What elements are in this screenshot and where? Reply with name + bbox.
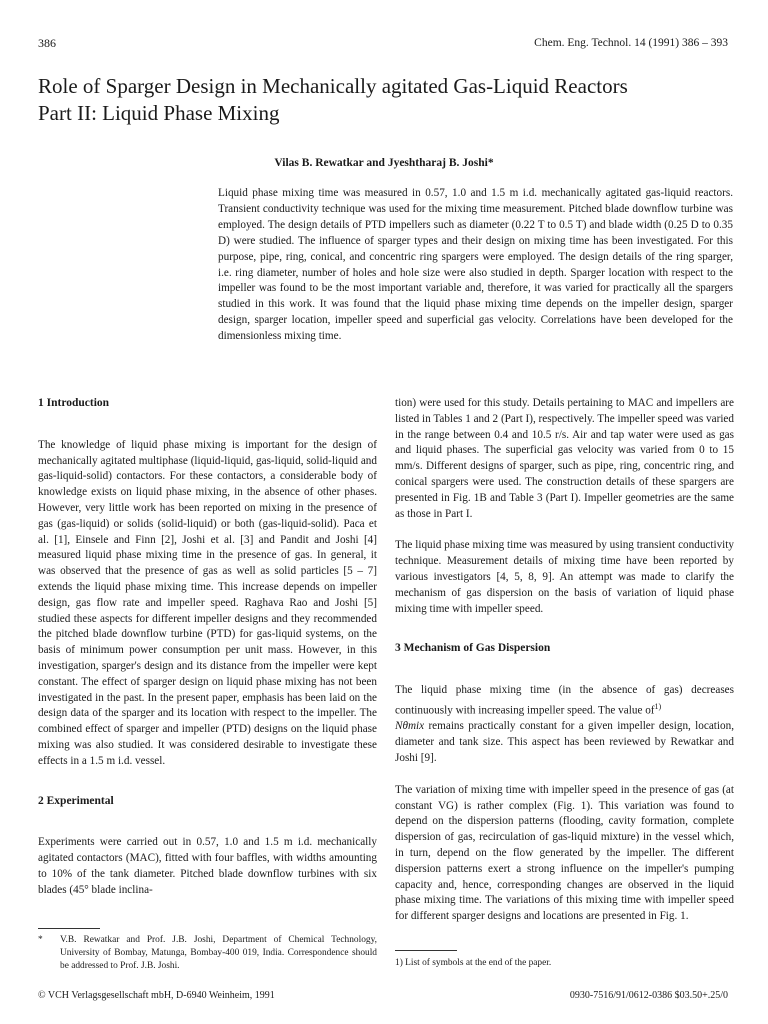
issn-price: 0930-7516/91/0612-0386 $03.50+.25/0 [569,990,728,1001]
mixing-time-symbol: Nθmix [395,720,425,733]
right-column [395,396,734,925]
abstract: Liquid phase mixing time was measured in 0.57, 1.0 and 1.5 m i.d. mechanically agitated gas-liquid reactors. Transient conductivity technique was used for the mixing time measurement. Pitched blade downflow turbine was employed. The design details of PTD impellers such as diameter (0.22 T to 0.5 T) and blade width (0.25 D to 0.35 D) were studied. The influence of sparger types and their design on mixing time has been investigated. For this purpose, pipe, ring, conical, and concentric ring spargers were employed. The design details of the ring sparger, i.e. ring diameter, number of holes and hole size were also studied in depth. Sparger location with respect to the impeller was found to be the most important variable and, therefore, it was varied for practically all the spargers studied in this work. It was found that the liquid phase mixing time depends on the impeller design, sparger design, sparger location, impeller speed and superficial gas velocity. Correlations have been developed for the dimensionless mixing time. [218,187,733,343]
mechanism-paragraph-1-b: remains practically constant for a given impeller design, location, diameter and tank size. This aspect has been reviewed by Rewatkar and Joshi [9]. [395,720,734,765]
title-line-2: Part II: Liquid Phase Mixing [38,101,280,125]
authors: Vilas B. Rewatkar and Jyeshtharaj B. Joshi* [274,157,494,169]
section-heading-mechanism: 3 Mechanism of Gas Dispersion [395,642,551,655]
journal-citation: Chem. Eng. Technol. 14 (1991) 386 – 393 [534,37,728,49]
section-heading-introduction: 1 Introduction [38,397,110,409]
title-line-1: Role of Sparger Design in Mechanically agitated Gas-Liquid Reactors [38,74,628,98]
mechanism-paragraph-2: The variation of mixing time with impeller speed in the presence of gas (at constant VG) is rather complex (Fig. 1). This variation was found to depend on the dispersion patterns (flooding, cavity formation, complete dispersion of gas, recirculation of gas-liquid mixture) in the vessel which, in turn, depend on the flow generated by the impeller. The different dispersion patterns exert a strong influence on the impeller's pumping capacity and, hence, corresponding changes are observed in the liquid phase mixing time. The variations of this mixing time with impeller speed for different sparger designs and locations are presented in Fig. 1. [395,783,734,923]
author-footnote [38,934,377,973]
symbols-footnote: 1) List of symbols at the end of the paper. [395,958,552,968]
article-title [38,73,738,127]
left-column [38,396,377,899]
introduction-paragraph: The knowledge of liquid phase mixing is important for the design of mechanically agitated multiphase (liquid-liquid, gas-liquid, solid-liquid and gas-liquid-solid) contactors. For these contactors, a considerable body of knowledge exists on liquid phase mixing, in the absence of other phases. However, very little work has been reported on mixing in the presence of gas (gas-liquid) or solids (solid-liquid) or both (gas-liquid-solid). Paca et al. [1], Einsele and Finn [2], Joshi et al. [3] and Pandit and Joshi [4] measured liquid phase mixing time in the presence of gas. In general, it was observed that the presence of gas as well as solid particles [5 – 7] extends the liquid phase mixing time. This increase depends on impeller design, gas flow rate and impeller speed. Raghava Rao and Joshi [5] studied these aspects for different impeller designs and they recommended the pitched blade downflow turbine (PTD) for gas-liquid systems, on the basis of minimum power consumption per unit mass. However, in this investigation, sparger's design and its distance from the impeller were kept constant. The effect of sparger design on liquid phase mixing has not been investigated in the past. In the present paper, emphasis has been laid on the design data of the sparger and its location with respect to the impeller. The combined effect of sparger and impeller (PTD) designs on the liquid phase mixing was also studied. It was considered desirable to investigate these effects in a 1.5 m i.d. vessel. [38,438,377,767]
mechanism-paragraph-1-a: The liquid phase mixing time (in the absence of gas) decreases continuously with increasing impeller speed. The value of [395,684,734,717]
experimental-paragraph-start: Experiments were carried out in 0.57, 1.0 and 1.5 m i.d. mechanically agitated contactors (MAC), fitted with four baffles, with widths amounting to 10% of the tank diameter. Pitched blade downflow turbines with six blades (45° blade inclina- [38,836,377,896]
footnote-divider [395,950,457,951]
mechanism-paragraph-1 [395,683,734,767]
footnote-divider [38,928,100,929]
copyright-notice: © VCH Verlagsgesellschaft mbH, D-6940 Weinheim, 1991 [38,990,275,1001]
symbols-footnote-marker: 1) [654,701,662,711]
experimental-paragraph-2: The liquid phase mixing time was measured by using transient conductivity technique. Measurement details of mixing time have been reported by various investigators [4, 5, 8, 9]. An attempt was made to clarify the mechanism of gas dispersion on the basis of variation of liquid phase mixing time with impeller speed. [395,539,734,615]
author-footnote-text: V.B. Rewatkar and Prof. J.B. Joshi, Department of Chemical Technology, University of Bombay, Matunga, Bombay-400 019, India. Correspondence should be addressed to Prof. J.B. Joshi. [60,935,377,971]
footnote-marker: * [38,935,43,945]
experimental-paragraph-continued: tion) were used for this study. Details pertaining to MAC and impellers are listed in Tables 1 and 2 (Part I), respectively. The impeller speed was varied in the range between 0.4 and 10.5 r/s. Air and tap water were used as gas and liquid phases. The superficial gas velocity was varied from 0 to 15 mm/s. Different designs of sparger, such as pipe, ring, concentric ring, and conical spargers were used. The construction details of these spargers are presented in Fig. 1B and Table 3 (Part I). Impeller geometries are the same as those in Part I. [395,397,734,520]
section-heading-experimental: 2 Experimental [38,794,114,807]
page-number: 386 [38,36,56,50]
